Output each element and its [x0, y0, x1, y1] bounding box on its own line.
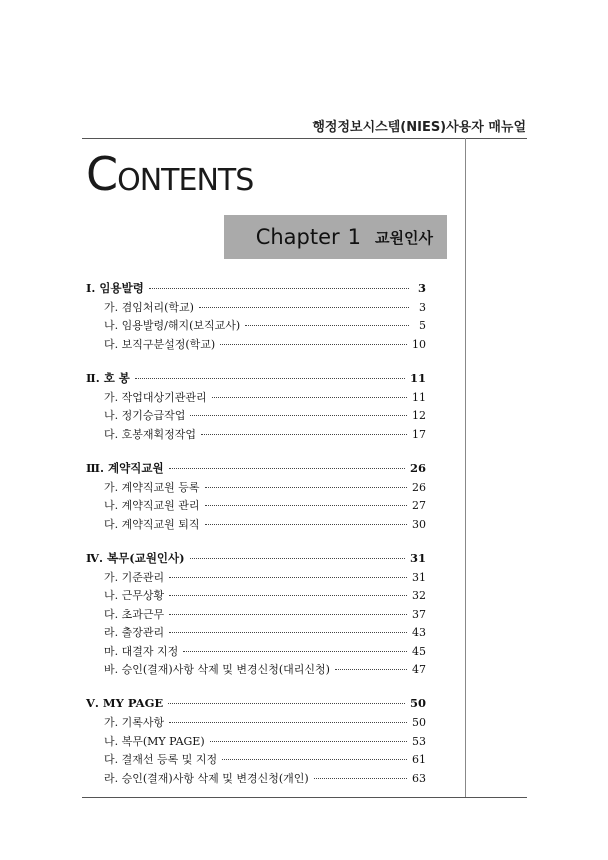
toc-section-row[interactable] [86, 460, 426, 479]
leader-dots [205, 524, 408, 525]
toc-section-label: Ⅲ. 계약직교원 [86, 461, 164, 475]
toc-item-row[interactable] [86, 714, 426, 733]
toc-item-row[interactable] [86, 643, 426, 662]
toc-section [86, 370, 426, 444]
toc-item-label: 바. 승인(결재)사항 삭제 및 변경신청(대리신청) [104, 663, 330, 676]
leader-dots [205, 487, 408, 488]
toc-page-number: 27 [412, 499, 426, 512]
leader-dots [212, 397, 407, 398]
toc-section-row[interactable] [86, 280, 426, 299]
toc-item-row[interactable] [86, 751, 426, 770]
toc-page-number: 3 [419, 300, 426, 314]
toc-page-number: 45 [412, 644, 426, 658]
toc-section [86, 280, 426, 354]
toc-page-number: 26 [412, 480, 426, 494]
toc-page-number: 50 [409, 695, 426, 710]
toc-item-row[interactable] [86, 336, 426, 355]
leader-dots [201, 434, 407, 435]
toc-item-label: 다. 계약직교원 퇴직 [104, 517, 200, 531]
leader-dots [199, 307, 409, 308]
leader-dots [314, 778, 407, 779]
toc-section-row[interactable] [86, 370, 426, 389]
leader-dots [169, 595, 407, 596]
toc-item-row[interactable] [86, 569, 426, 588]
chapter-banner [224, 215, 447, 259]
leader-dots [169, 722, 407, 723]
toc-item-label: 가. 계약직교원 등록 [104, 480, 200, 494]
toc-page-number: 31 [409, 551, 426, 565]
leader-dots [220, 344, 407, 345]
toc-item-label: 가. 기록사항 [104, 716, 165, 729]
toc-item-row[interactable] [86, 661, 426, 680]
chapter-word: Chapter [255, 225, 340, 249]
toc-item-label: 다. 결재선 등록 및 지정 [104, 753, 218, 766]
toc-page-number: 50 [412, 716, 426, 729]
toc-page-number: 37 [412, 607, 426, 621]
table-of-contents [86, 280, 426, 804]
toc-page-number: 10 [412, 337, 426, 351]
toc-page-number: 12 [412, 409, 426, 422]
leader-dots [169, 577, 407, 578]
toc-item-row[interactable] [86, 770, 426, 789]
leader-dots [222, 759, 407, 760]
toc-page-number: 5 [419, 319, 426, 332]
toc-item-label: 나. 정기승급작업 [104, 409, 186, 422]
leader-dots [149, 288, 409, 289]
toc-section [86, 696, 426, 789]
toc-item-label: 가. 작업대상기관관리 [104, 390, 207, 404]
toc-item-label: 마. 대결자 지정 [104, 644, 179, 658]
toc-page-number: 11 [409, 371, 426, 385]
leader-dots [183, 651, 407, 652]
leader-dots [169, 468, 405, 469]
toc-item-label: 다. 초과근무 [104, 607, 165, 621]
toc-page-number: 47 [412, 663, 426, 676]
toc-page-number: 11 [412, 390, 426, 404]
toc-item-row[interactable] [86, 733, 426, 752]
toc-item-row[interactable] [86, 587, 426, 606]
leader-dots [335, 669, 407, 670]
leader-dots [190, 558, 405, 559]
toc-page-number: 63 [412, 771, 426, 785]
toc-item-row[interactable] [86, 317, 426, 336]
toc-item-row[interactable] [86, 624, 426, 643]
leader-dots [169, 632, 407, 633]
leader-dots [190, 415, 407, 416]
toc-page-number: 61 [412, 753, 426, 766]
toc-item-label: 나. 계약직교원 관리 [104, 499, 200, 512]
footer-rule [82, 797, 527, 798]
toc-page-number: 31 [412, 570, 426, 584]
toc-item-row[interactable] [86, 426, 426, 445]
leader-dots [205, 505, 408, 506]
toc-page-number: 17 [412, 427, 426, 441]
toc-section-label: Ⅳ. 복무(교원인사) [86, 551, 185, 565]
leader-dots [168, 703, 405, 704]
toc-section-label: Ⅱ. 호 봉 [86, 371, 130, 385]
toc-item-row[interactable] [86, 606, 426, 625]
toc-section [86, 550, 426, 680]
contents-initial: C [86, 147, 118, 201]
toc-item-row[interactable] [86, 407, 426, 426]
toc-page-number: 3 [417, 281, 426, 295]
toc-item-row[interactable] [86, 497, 426, 516]
toc-section-row[interactable] [86, 550, 426, 569]
leader-dots [245, 325, 409, 326]
leader-dots [169, 614, 407, 615]
toc-item-row[interactable] [86, 516, 426, 535]
toc-item-row[interactable] [86, 389, 426, 408]
header-rule [82, 138, 527, 139]
chapter-name: 교원인사 [375, 228, 433, 247]
toc-section-row[interactable] [86, 696, 426, 715]
contents-heading [86, 147, 254, 205]
toc-item-label: 라. 출장관리 [104, 626, 165, 639]
toc-item-label: 가. 겸임처리(학교) [104, 300, 194, 314]
toc-item-row[interactable] [86, 479, 426, 498]
toc-section-label: Ⅴ. MY PAGE [86, 695, 164, 710]
toc-item-label: 다. 보직구분설정(학교) [104, 337, 216, 351]
leader-dots [135, 378, 405, 379]
toc-item-label: 라. 승인(결재)사항 삭제 및 변경신청(개인) [104, 771, 309, 785]
chapter-number: 1 [347, 225, 362, 249]
contents-rest: ONTENTS [117, 163, 254, 198]
toc-item-label: 나. 복무(MY PAGE) [104, 734, 205, 748]
vertical-rule [465, 138, 466, 798]
toc-page-number: 32 [412, 589, 426, 602]
toc-item-row[interactable] [86, 299, 426, 318]
toc-item-label: 나. 근무상황 [104, 589, 165, 602]
toc-item-label: 나. 임용발령/해지(보직교사) [104, 319, 241, 332]
toc-section-label: Ⅰ. 임용발령 [86, 281, 144, 295]
toc-page-number: 53 [412, 734, 426, 748]
toc-item-label: 가. 기준관리 [104, 570, 165, 584]
toc-page-number: 30 [412, 517, 426, 531]
manual-header-title: 행정정보시스템(NIES)사용자 매뉴얼 [312, 120, 526, 135]
toc-section [86, 460, 426, 534]
toc-page-number: 26 [409, 461, 426, 475]
leader-dots [210, 741, 407, 742]
toc-page-number: 43 [412, 626, 426, 639]
toc-item-label: 다. 호봉재획정작업 [104, 427, 197, 441]
